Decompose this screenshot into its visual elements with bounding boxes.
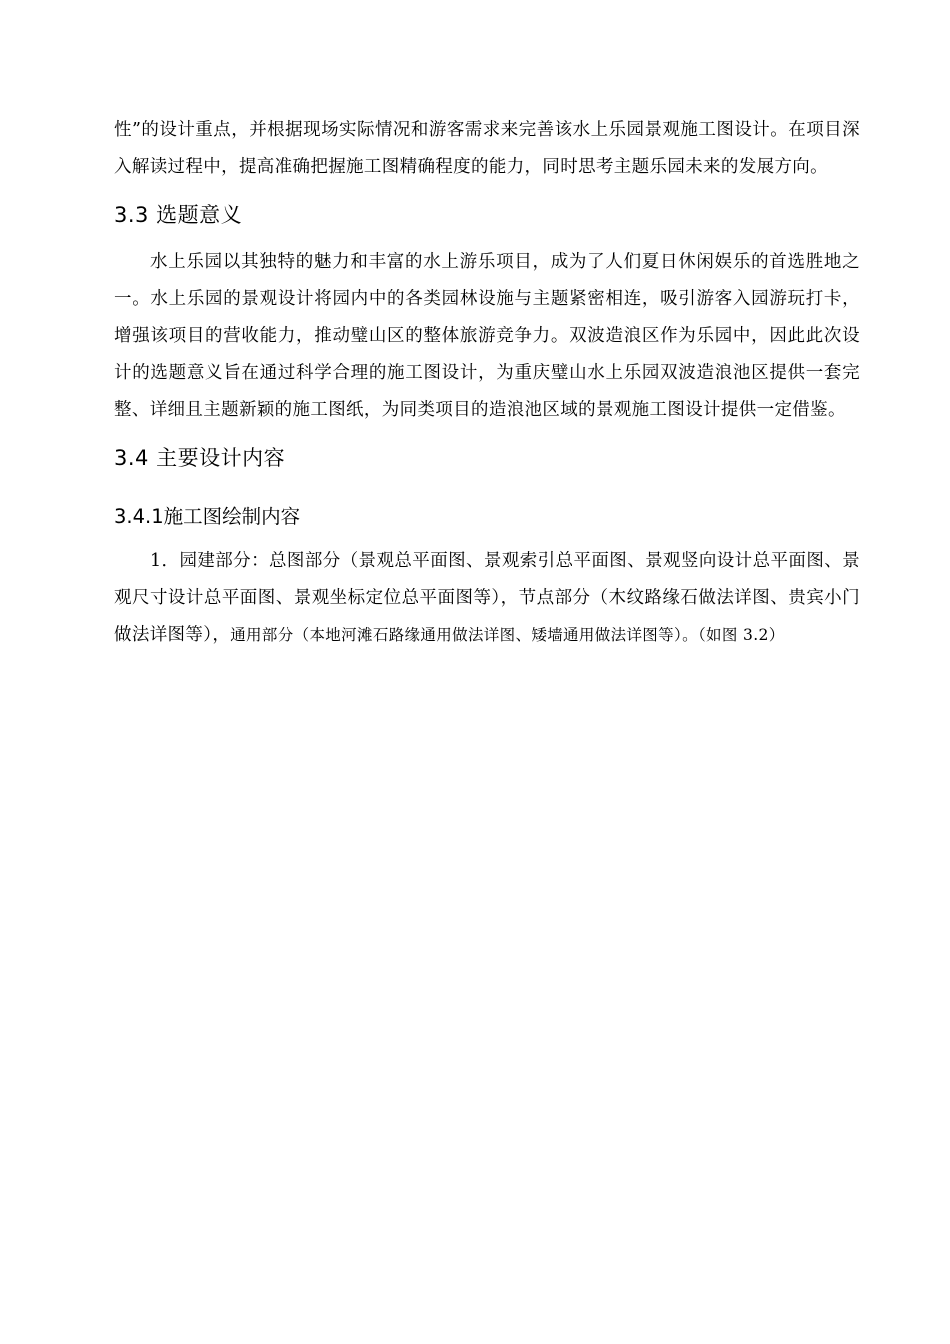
- document-page: [114, 112, 860, 654]
- list-item-1: [114, 543, 860, 654]
- continuation-paragraph: 性”的设计重点，并根据现场实际情况和游客需求来完善该水上乐园景观施工图设计。在项目深入解读过程中，提高准确把握施工图精确程度的能力，同时思考主题乐园未来的发展方向。: [114, 120, 860, 177]
- list-item-1-part-a: 1．园建部分：总图部分（景观总平面图、景观索引总平面图、景观竖向设计总平面图、景观尺寸设计总平面图、景观坐标定位总平面图等），节点部分（木纹路缘石做法详图、贵宾小门做法详图等），: [114, 551, 860, 645]
- section-heading-3-4: 3.4 主要设计内容: [114, 446, 286, 470]
- list-item-1-part-b: 通用部分（本地河滩石路缘通用做法详图、矮墙通用做法详图等）。（如图 3.2）: [230, 626, 785, 644]
- subsection-heading-3-4-1: 3.4.1施工图绘制内容: [114, 505, 301, 528]
- section-3-3-paragraph: 水上乐园以其独特的魅力和丰富的水上游乐项目，成为了人们夏日休闲娱乐的首选胜地之一。水上乐园的景观设计将园内中的各类园林设施与主题紧密相连，吸引游客入园游玩打卡，增强该项目的营收能力，推动璧山区的整体旅游竞争力。双波造浪区作为乐园中，因此此次设计的选题意义旨在通过科学合理的施工图设计，为重庆璧山水上乐园双波造浪池区提供一套完整、详细且主题新颖的施工图纸，为同类项目的造浪池区域的景观施工图设计提供一定借鉴。: [114, 252, 860, 420]
- section-heading-3-3: 3.3 选题意义: [114, 203, 243, 227]
